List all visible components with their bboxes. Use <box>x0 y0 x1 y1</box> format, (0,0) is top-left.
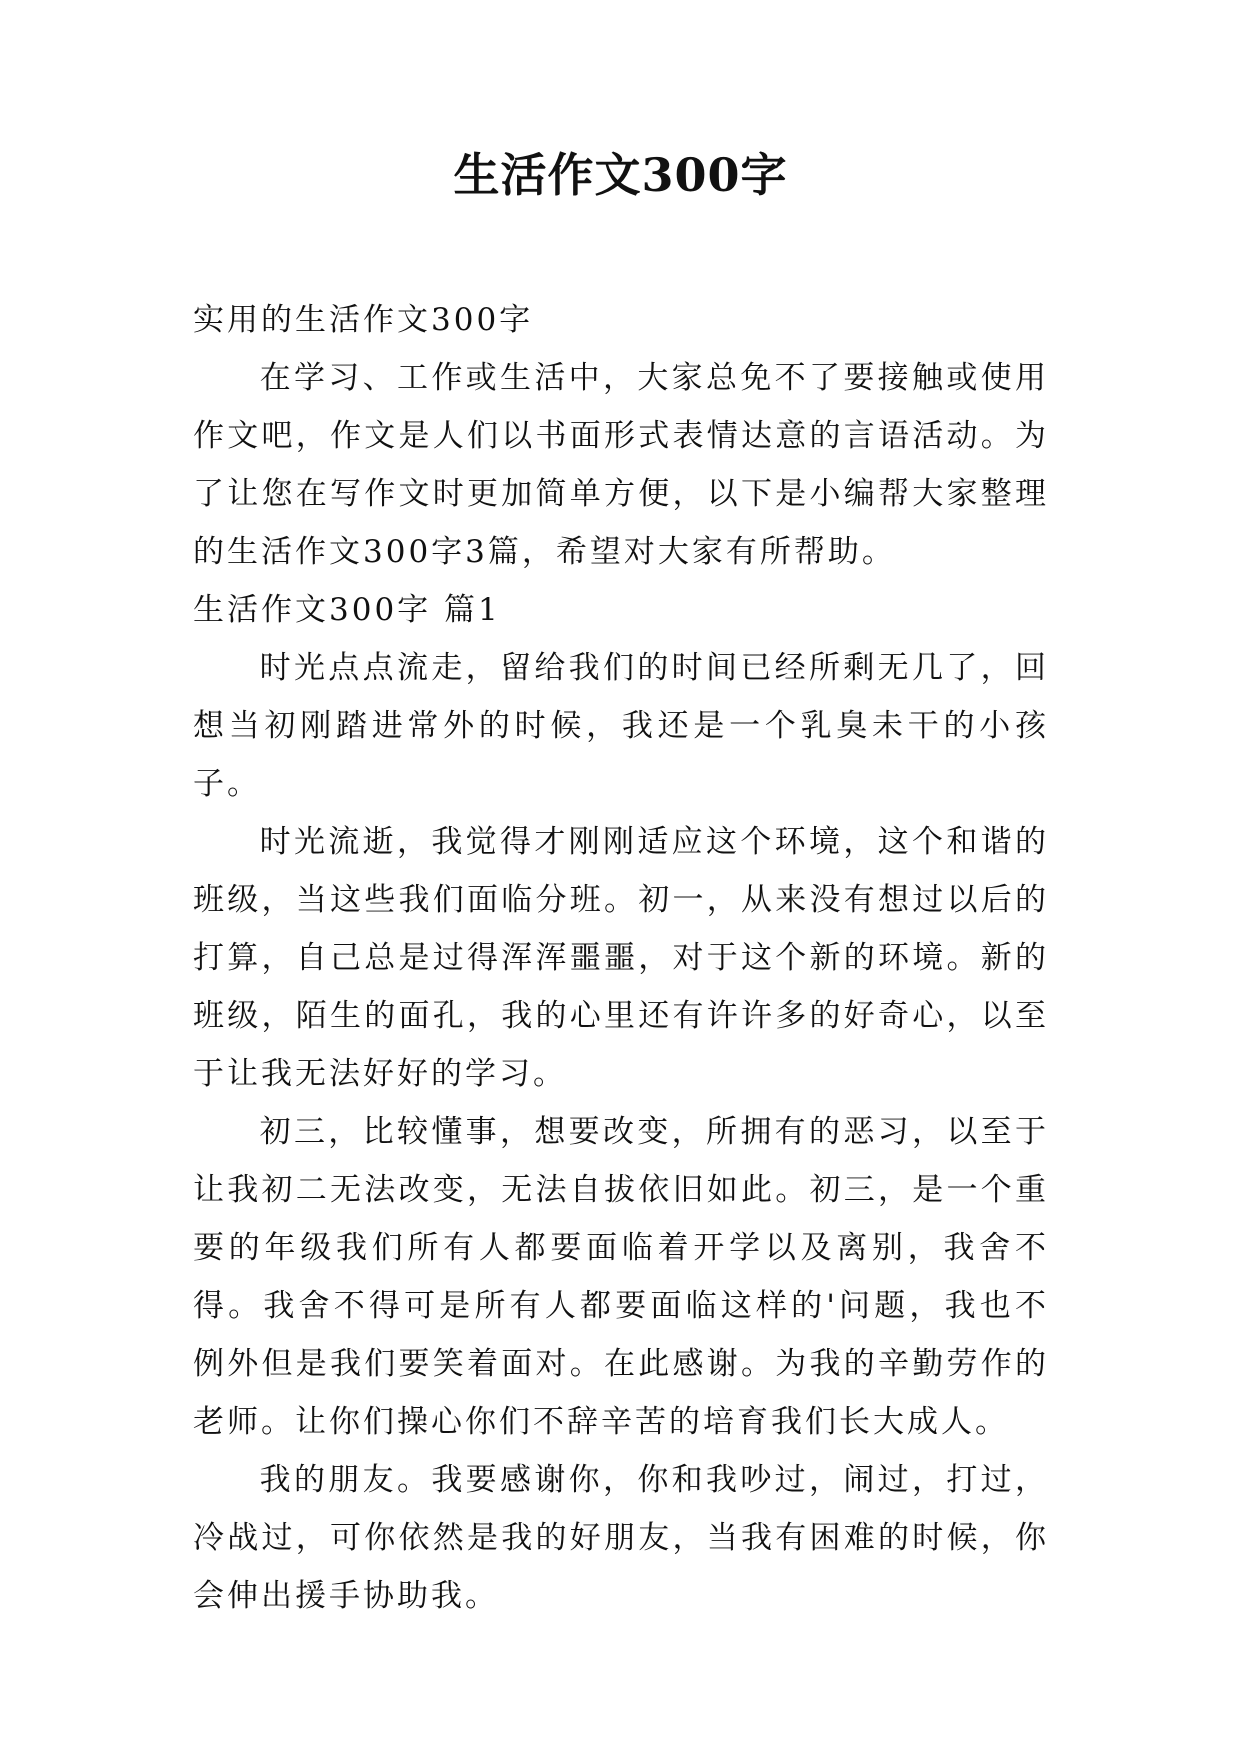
body-paragraph-1: 时光点点流走，留给我们的时间已经所剩无几了，回想当初刚踏进常外的时候，我还是一个乳臭未干的小孩子。 <box>193 650 1049 802</box>
section-heading: 生活作文300字 篇1 <box>193 592 501 628</box>
body-paragraph-3: 初三，比较懂事，想要改变，所拥有的恶习，以至于让我初二无法改变，无法自拔依旧如此。初三，是一个重要的年级我们所有人都要面临着开学以及离别，我舍不得。我舍不得可是所有人都要面临这样的'问题，我也不例外但是我们要笑着面对。在此感谢。为我的辛勤劳作的老师。让你们操心你们不辞辛苦的培育我们长大成人。 <box>193 1114 1049 1440</box>
document-subtitle: 实用的生活作文300字 <box>193 302 534 338</box>
body-paragraph-4: 我的朋友。我要感谢你，你和我吵过，闹过，打过，冷战过，可你依然是我的好朋友，当我有困难的时候，你会伸出援手协助我。 <box>193 1462 1049 1614</box>
document-title: 生活作文300字 <box>453 148 788 202</box>
body-paragraph-2: 时光流逝，我觉得才刚刚适应这个环境，这个和谐的班级，当这些我们面临分班。初一，从来没有想过以后的打算，自己总是过得浑浑噩噩，对于这个新的环境。新的班级，陌生的面孔，我的心里还有许许多的好奇心，以至于让我无法好好的学习。 <box>193 824 1049 1092</box>
intro-paragraph: 在学习、工作或生活中，大家总免不了要接触或使用作文吧，作文是人们以书面形式表情达意的言语活动。为了让您在写作文时更加简单方便，以下是小编帮大家整理的生活作文300字3篇，希望对大家有所帮助。 <box>193 360 1049 570</box>
document-body <box>193 291 1049 1625</box>
